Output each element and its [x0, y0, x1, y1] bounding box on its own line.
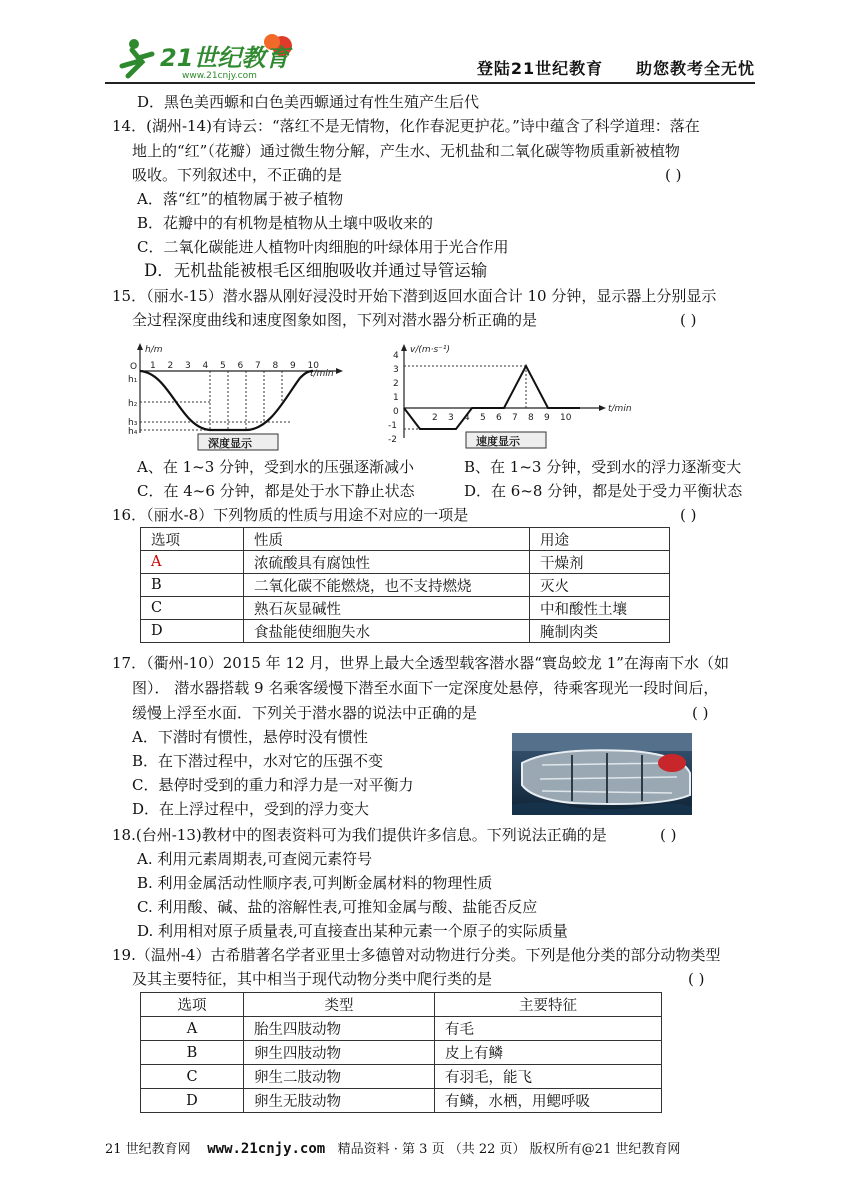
table-header-cell: 主要特征 — [435, 993, 662, 1017]
q15-option-a: A、在 1~3 分钟，受到水的压强逐渐减小 — [137, 458, 415, 476]
table-header-cell: 用途 — [530, 528, 670, 551]
table-row — [141, 1065, 662, 1089]
q14-option-b: B．花瓣中的有机物是植物从土壤中吸收来的 — [137, 214, 434, 232]
table-cell: 浓硫酸具有腐蚀性 — [244, 551, 530, 574]
depth-curve — [140, 371, 313, 430]
q15-answer-bracket: ( ) — [680, 311, 697, 329]
svg-text:www.21cnjy.com: www.21cnjy.com — [182, 71, 257, 80]
table-cell: 有鳞，水栖，用鳃呼吸 — [435, 1089, 662, 1113]
velocity-xtick-label: 8 — [528, 413, 534, 423]
table-cell: 皮上有鳞 — [435, 1041, 662, 1065]
table-cell: 有毛 — [435, 1017, 662, 1041]
q16-table — [140, 527, 670, 643]
q14-answer-bracket: ( ) — [665, 166, 682, 184]
table-cell: 腌制肉类 — [530, 620, 670, 643]
q17-stem-line2: 图）． 潜水器搭载 9 名乘客缓慢下潜至水面下一定深度处悬停，待乘客现光一段时间后， — [132, 679, 719, 697]
depth-xtick-label: 1 — [150, 361, 156, 371]
velocity-xtick-label: 10 — [560, 413, 572, 423]
q14-stem-line1: 14．(湖州-14)有诗云：“落红不是无情物，化作春泥更护花。”诗中蕴含了科学道理：落在 — [112, 117, 700, 135]
depth-xtick-label: 6 — [237, 361, 244, 371]
table-cell: 有羽毛，能飞 — [435, 1065, 662, 1089]
q18-stem: 18.(台州-13)教材中的图表资料可为我们提供许多信息。下列说法正确的是 — [112, 826, 607, 844]
table-row — [141, 620, 670, 643]
q13-option-d: D．黑色美西螈和白色美西螈通过有性生殖产生后代 — [137, 93, 480, 111]
table-cell: 胎生四肢动物 — [244, 1017, 435, 1041]
q14-option-c: C．二氧化碳能进人植物叶肉细胞的叶绿体用于光合作用 — [137, 238, 509, 256]
depth-ytick-h4: h₄ — [128, 427, 138, 437]
depth-xlabel: t/min — [310, 369, 334, 379]
q17-stem-line3: 缓慢上浮至水面．下列关于潜水器的说法中正确的是 — [132, 704, 478, 722]
table-cell: 中和酸性土壤 — [530, 597, 670, 620]
q19-table — [140, 992, 662, 1113]
table-cell: C — [141, 1065, 244, 1089]
q17-answer-bracket: ( ) — [692, 704, 709, 722]
depth-xtick-label: 8 — [272, 361, 279, 371]
velocity-ytick-label: 4 — [393, 351, 399, 361]
table-cell: B — [141, 1041, 244, 1065]
table-row — [141, 551, 670, 574]
velocity-graph — [380, 338, 640, 453]
q14-option-a: A．落“红”的植物属于被子植物 — [137, 190, 344, 208]
table-cell: D — [141, 620, 244, 643]
velocity-xtick-label: 2 — [432, 413, 438, 423]
q14-stem-line3: 吸收。下列叙述中，不正确的是 — [132, 166, 343, 184]
velocity-ytick-label: 1 — [393, 393, 399, 403]
q18-option-b: B. 利用金属活动性顺序表,可判断金属材料的物理性质 — [137, 874, 493, 892]
velocity-ytick-label: -2 — [388, 435, 397, 445]
table-cell: D — [141, 1089, 244, 1113]
q16-stem: 16．（丽水-8）下列物质的性质与用途不对应的一项是 — [112, 506, 469, 524]
table-cell: 卵生无肢动物 — [244, 1089, 435, 1113]
q17-option-c: C．悬停时受到的重力和浮力是一对平衡力 — [132, 776, 414, 794]
velocity-xtick-label: 5 — [480, 413, 486, 423]
velocity-xtick-label: 7 — [512, 413, 518, 423]
header-rule — [105, 82, 755, 84]
table-header-cell: 选项 — [141, 993, 244, 1017]
table-header-cell: 性质 — [244, 528, 530, 551]
table-cell: C — [141, 597, 244, 620]
q18-option-d: D. 利用相对原子质量表,可直接查出某种元素一个原子的实际质量 — [137, 922, 568, 940]
table-row — [141, 597, 670, 620]
velocity-xtick-label: 9 — [544, 413, 550, 423]
depth-ytick-h3: h₃ — [128, 418, 138, 428]
velocity-ytick-label: 3 — [393, 365, 399, 375]
table-header-cell: 类型 — [244, 993, 435, 1017]
depth-xtick-label: 7 — [255, 361, 261, 371]
q17-option-d: D．在上浮过程中，受到的浮力变大 — [132, 800, 370, 818]
page-footer — [105, 1138, 680, 1157]
depth-ylabel: h/m — [145, 345, 163, 355]
depth-xtick-label: 2 — [167, 361, 174, 371]
q18-answer-bracket: ( ) — [660, 826, 677, 844]
velocity-ytick-label: 2 — [393, 379, 399, 389]
site-logo — [112, 32, 302, 80]
header-slogan-left: 登陆21世纪教育 — [476, 59, 604, 78]
table-cell: 灭火 — [530, 574, 670, 597]
q15-option-c: C．在 4~6 分钟，都是处于水下静止状态 — [137, 482, 415, 500]
q19-stem-line2: 及其主要特征，其中相当于现代动物分类中爬行类的是 — [132, 970, 493, 988]
depth-origin: O — [130, 362, 138, 372]
velocity-caption: 速度显示 — [476, 435, 520, 448]
velocity-curve — [404, 366, 580, 429]
velocity-ylabel: v/(m·s⁻¹) — [410, 345, 451, 355]
header-slogan — [477, 56, 755, 79]
depth-xtick-label: 4 — [202, 361, 209, 371]
velocity-xlabel: t/min — [608, 404, 632, 414]
q14-option-d: D．无机盐能被根毛区细胞吸收并通过导管运输 — [144, 261, 488, 280]
velocity-ytick-label: -1 — [388, 421, 397, 431]
q18-option-a: A. 利用元素周期表,可查阅元素符号 — [137, 850, 373, 868]
table-row — [141, 1017, 662, 1041]
velocity-ytick-label: 0 — [393, 407, 399, 417]
q17-option-a: A．下潜时有惯性，悬停时没有惯性 — [132, 728, 368, 746]
table-cell: 卵生四肢动物 — [244, 1041, 435, 1065]
q17-option-b: B．在下潜过程中，水对它的压强不变 — [132, 752, 384, 770]
header-slogan-right: 助您教考全无忧 — [635, 59, 755, 78]
depth-xtick-label: 10 — [307, 361, 319, 371]
table-cell: 二氧化碳不能燃烧，也不支持燃烧 — [244, 574, 530, 597]
depth-ytick-h1: h₁ — [128, 375, 138, 385]
svg-text:21世纪教育: 21世纪教育 — [160, 44, 290, 72]
depth-caption: 深度显示 — [208, 437, 252, 450]
q19-answer-bracket: ( ) — [688, 970, 705, 988]
velocity-xtick-label: 4 — [464, 413, 470, 423]
velocity-xtick-label: 6 — [496, 413, 502, 423]
table-row — [141, 1089, 662, 1113]
depth-graph — [120, 338, 360, 453]
q17-stem-line1: 17．（衢州-10）2015 年 12 月，世界上最大全透型载客潜水器“寰岛蛟龙 1”在海南下水（如 — [112, 654, 729, 672]
velocity-xtick-label: 3 — [448, 413, 454, 423]
q14-stem-line2: 地上的“红”（花瓣）通过微生物分解，产生水、无机盐和二氧化碳等物质重新被植物 — [132, 142, 680, 160]
table-cell: B — [141, 574, 244, 597]
table-cell: 干燥剂 — [530, 551, 670, 574]
q15-option-b: B、在 1~3 分钟，受到水的浮力逐渐变大 — [464, 458, 742, 476]
depth-xtick-label: 3 — [185, 361, 191, 371]
table-row — [141, 1041, 662, 1065]
q19-stem-line1: 19.（温州-4）古希腊著名学者亚里士多德曾对动物进行分类。下列是他分类的部分动物类型 — [112, 946, 721, 964]
table-header-cell: 选项 — [141, 528, 244, 551]
q15-option-d: D．在 6~8 分钟，都是处于受力平衡状态 — [464, 482, 743, 500]
footer-site: 21 世纪教育网 — [105, 1142, 191, 1157]
q15-stem-line1: 15．（丽水-15）潜水器从刚好浸没时开始下潜到返回水面合计 10 分钟，显示器上分别显示 — [112, 287, 717, 305]
table-row — [141, 574, 670, 597]
table-cell: 卵生二肢动物 — [244, 1065, 435, 1089]
footer-text: 精品资料 · 第 3 页 （共 22 页） 版权所有@21 世纪教育网 — [337, 1142, 681, 1157]
submersible-photo — [512, 733, 692, 815]
table-cell: 食盐能使细胞失水 — [244, 620, 530, 643]
table-cell: 熟石灰显碱性 — [244, 597, 530, 620]
depth-xtick-label: 9 — [290, 361, 296, 371]
q15-stem-line2: 全过程深度曲线和速度图象如图，下列对潜水器分析正确的是 — [132, 311, 538, 329]
depth-ytick-h2: h₂ — [128, 399, 138, 409]
q16-answer-bracket: ( ) — [680, 506, 697, 524]
table-cell: A — [141, 551, 244, 574]
q18-option-c: C. 利用酸、碱、盐的溶解性表,可推知金属与酸、盐能否反应 — [137, 898, 538, 916]
table-header-row — [141, 528, 670, 551]
depth-xtick-label: 5 — [220, 361, 226, 371]
footer-link[interactable]: www.21cnjy.com — [207, 1141, 326, 1157]
table-header-row — [141, 993, 662, 1017]
table-cell: A — [141, 1017, 244, 1041]
